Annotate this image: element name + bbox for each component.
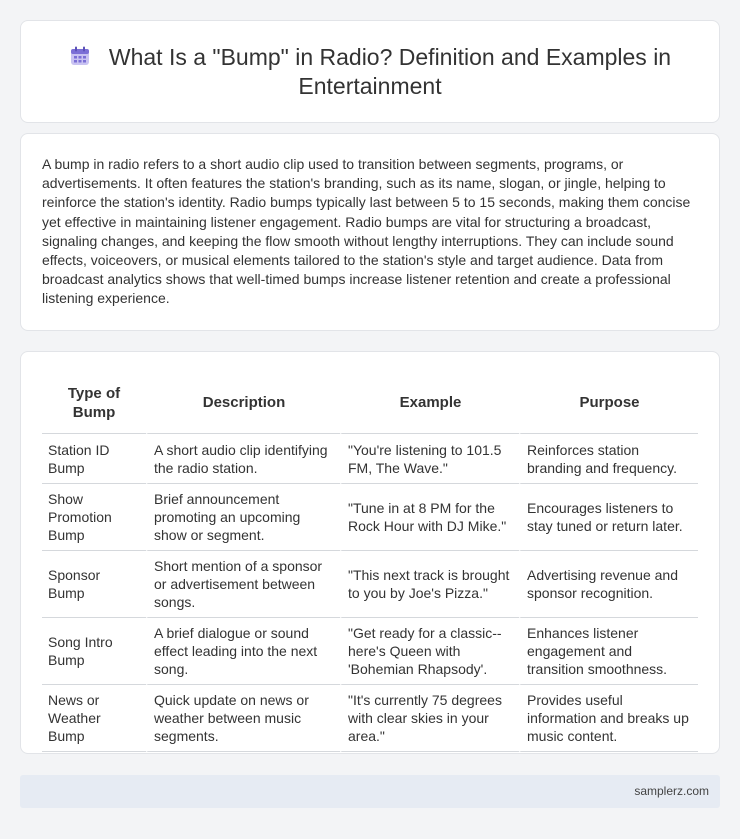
cell-type: Show Promotion Bump <box>42 484 146 551</box>
cell-description: Brief announcement promoting an upcoming show or segment. <box>146 484 340 551</box>
table-card <box>20 351 720 754</box>
table-row <box>42 484 698 551</box>
cell-example: "It's currently 75 degrees with clear skies in your area." <box>340 685 519 752</box>
cell-description: A brief dialogue or sound effect leading into the next song. <box>146 618 340 685</box>
cell-type: Song Intro Bump <box>42 618 146 685</box>
table-row <box>42 685 698 752</box>
cell-purpose: Enhances listener engagement and transition smoothness. <box>519 618 698 685</box>
table-header-row <box>42 372 698 434</box>
table-row <box>42 434 698 484</box>
cell-type: Sponsor Bump <box>42 551 146 618</box>
footer-site-link[interactable]: samplerz.com <box>634 784 709 798</box>
cell-example: "Tune in at 8 PM for the Rock Hour with DJ Mike." <box>340 484 519 551</box>
page-title-text: What Is a "Bump" in Radio? Definition and Examples in Entertainment <box>108 44 672 99</box>
cell-purpose: Advertising revenue and sponsor recognition. <box>519 551 698 618</box>
intro-card <box>20 133 720 331</box>
header-purpose: Purpose <box>519 372 698 434</box>
cell-example: "Get ready for a classic--here's Queen with 'Bohemian Rhapsody'. <box>340 618 519 685</box>
cell-type: Station ID Bump <box>42 434 146 484</box>
table-row <box>42 551 698 618</box>
bump-types-table <box>42 372 698 752</box>
cell-example: "You're listening to 101.5 FM, The Wave." <box>340 434 519 484</box>
calendar-icon <box>69 45 91 67</box>
header-example: Example <box>340 372 519 434</box>
cell-description: Short mention of a sponsor or advertisement between songs. <box>146 551 340 618</box>
footer-bar <box>20 775 720 808</box>
header-card <box>20 20 720 123</box>
intro-paragraph: A bump in radio refers to a short audio clip used to transition between segments, programs, or advertisements. It often features the station's branding, such as its name, slogan, or jingle, helping to reinforce the station's identity. Radio bumps typically last between 5 to 15 seconds, making them concise yet effective in maintaining listener engagement. Radio bumps are vital for structuring a broadcast, signaling changes, and keeping the flow smooth without lengthy interruptions. They can include sound effects, voiceovers, or musical elements tailored to the station's style and target audience. Data from broadcast analytics shows that well-timed bumps increase listener retention and create a professional listening experience. <box>42 156 691 307</box>
cell-purpose: Provides useful information and breaks up music content. <box>519 685 698 752</box>
header-description: Description <box>146 372 340 434</box>
cell-purpose: Encourages listeners to stay tuned or return later. <box>519 484 698 551</box>
page-title <box>21 43 719 101</box>
cell-purpose: Reinforces station branding and frequency. <box>519 434 698 484</box>
cell-example: "This next track is brought to you by Joe's Pizza." <box>340 551 519 618</box>
cell-type: News or Weather Bump <box>42 685 146 752</box>
table-row <box>42 618 698 685</box>
header-type: Type of Bump <box>42 372 146 434</box>
cell-description: Quick update on news or weather between music segments. <box>146 685 340 752</box>
cell-description: A short audio clip identifying the radio station. <box>146 434 340 484</box>
